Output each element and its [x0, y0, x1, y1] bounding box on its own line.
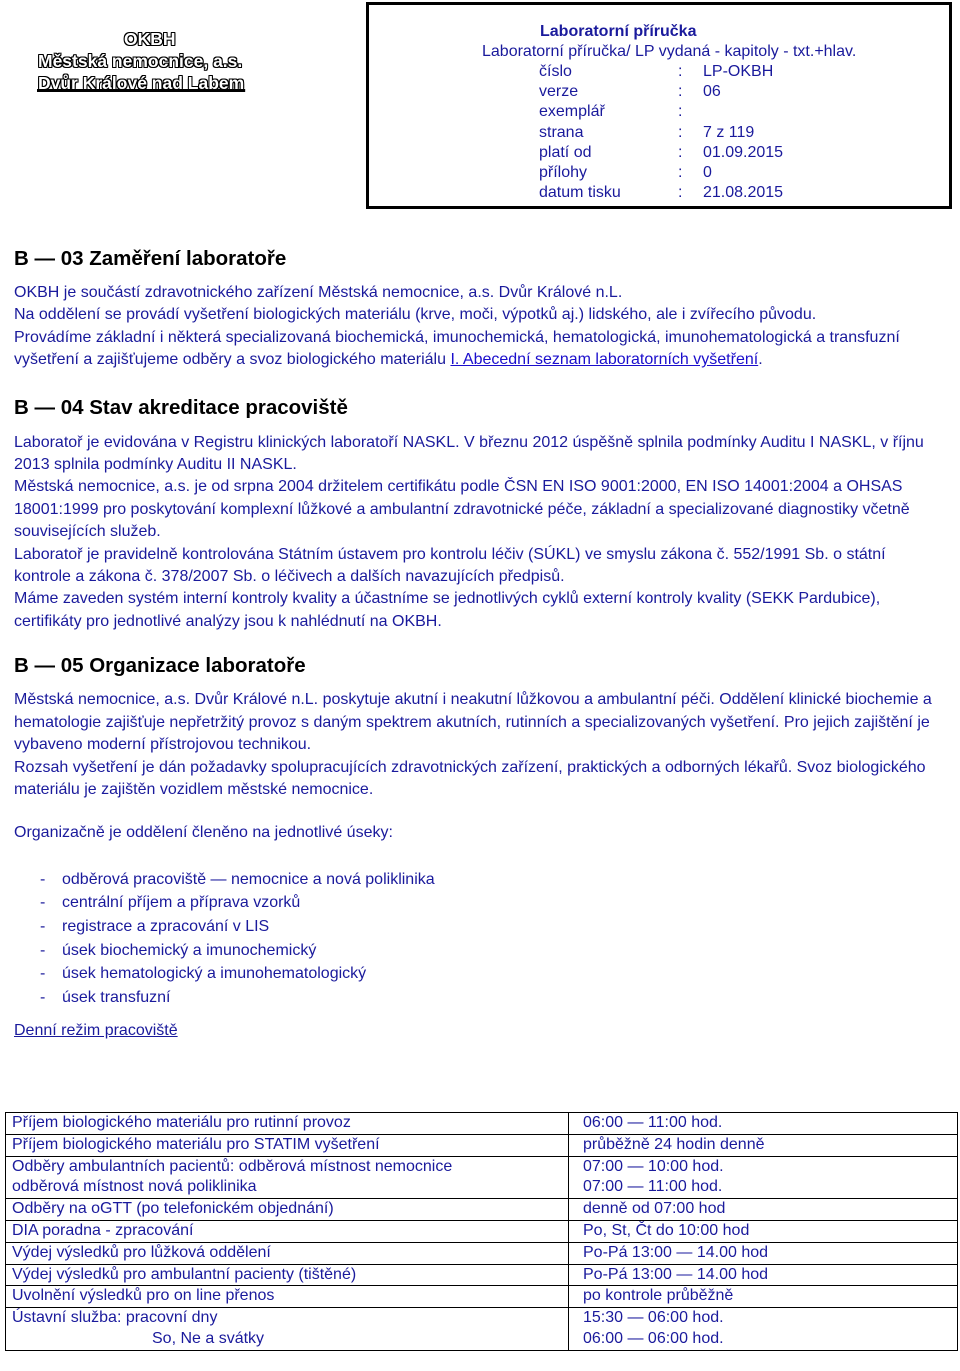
meta-value: 06: [703, 83, 721, 101]
header-title: Laboratorní příručka: [540, 23, 697, 40]
table-row: [6, 1113, 958, 1135]
list-item: [14, 939, 944, 963]
list-item: [14, 915, 944, 939]
meta-colon: :: [678, 63, 683, 80]
paragraph: Máme zaveden systém interní kontroly kvality a účastníme se jednotlivých cyklů externí kontroly kvality (SEKK Pardubice), certifikáty pro jednotlivé analýzy jsou k nahlédnutí na OKBH.: [14, 590, 881, 630]
lab-tests-list-link[interactable]: I. Abecední seznam laboratorních vyšetření: [450, 351, 759, 369]
table-cell: 06:00 — 11:00 hod.: [569, 1113, 958, 1135]
paragraph: Městská nemocnice, a.s. je od srpna 2004 držitelem certifikátu podle ČSN EN ISO 9001:2000, EN ISO 14001:2004 a OHSAS 18001:1999 pro poskytování komplexní lůžkové a ambulantní zdravotnické péče, základní a specializované diagnostiky včetně souvisejících služeb.: [14, 478, 910, 541]
table-row: [6, 1286, 958, 1308]
table-cell: po kontrole průběžně: [569, 1286, 958, 1308]
meta-value: 21.08.2015: [703, 184, 784, 202]
table-row: [6, 1199, 958, 1221]
list-dash: -: [40, 894, 46, 912]
list-item: [14, 986, 944, 1010]
meta-colon: :: [678, 103, 683, 121]
table-cell: Odběry na oGTT (po telefonickém objednání): [6, 1199, 569, 1221]
document-body: [14, 246, 944, 1043]
list-item: [14, 962, 944, 986]
list-item-text: úsek biochemický a imunochemický: [62, 941, 317, 959]
departments-list: [14, 868, 944, 1010]
header-row: [369, 143, 949, 163]
table-cell: Výdej výsledků pro lůžková oddělení: [6, 1242, 569, 1264]
meta-key: datum tisku: [539, 184, 621, 202]
table-cell: [6, 1156, 569, 1199]
header-row: [369, 82, 949, 102]
paragraph: Rozsah vyšetření je dán požadavky spolupracujících zdravotnických zařízení, praktických a odborných lékařů. Svoz biologického materiálu je zajištěn vozidlem městské nemocnice.: [14, 758, 926, 798]
list-dash: -: [40, 965, 46, 983]
meta-key: verze: [539, 83, 579, 101]
meta-colon: :: [678, 123, 683, 141]
list-item: [14, 891, 944, 915]
meta-key: číslo: [539, 63, 572, 80]
cell-line: 15:30 — 06:00 hod.: [583, 1309, 724, 1327]
paragraph: OKBH je součástí zdravotnického zařízení Městská nemocnice, a.s. Dvůr Králové n.L.: [14, 284, 623, 301]
table-cell: Výdej výsledků pro ambulantní pacienty (tištěné): [6, 1264, 569, 1286]
table-cell: Příjem biologického materiálu pro STATIM vyšetření: [6, 1134, 569, 1156]
list-dash: -: [40, 917, 46, 935]
table-row: [6, 1156, 958, 1199]
paragraph-end: .: [758, 351, 763, 369]
cell-line: So, Ne a svátky: [152, 1329, 265, 1347]
paragraph: Na oddělení se provádí vyšetření biologických materiálu (krve, moči, výpotků aj.) lidského, ale i zvířecího původu.: [14, 306, 817, 324]
list-item-text: registrace a zpracování v LIS: [62, 917, 270, 935]
header-row: [369, 183, 949, 203]
meta-colon: :: [678, 184, 683, 202]
table-cell: Uvolnění výsledků pro on line přenos: [6, 1286, 569, 1308]
table-cell: Příjem biologického materiálu pro rutinní provoz: [6, 1113, 569, 1135]
meta-value: 7 z 119: [703, 123, 755, 141]
list-dash: -: [40, 941, 46, 959]
header-row: [369, 163, 949, 183]
table-row: [6, 1220, 958, 1242]
list-item-text: centrální příjem a příprava vzorků: [62, 894, 301, 912]
document-header-box: [366, 2, 952, 209]
section-heading-b04: B — 04 Stav akreditace pracoviště: [14, 395, 348, 419]
meta-value: LP-OKBH: [703, 63, 774, 80]
header-subtitle: Laboratorní příručka/ LP vydaná - kapitoly - txt.+hlav.: [482, 43, 857, 60]
list-dash: -: [40, 988, 46, 1006]
meta-key: platí od: [539, 143, 592, 161]
list-item-text: odběrová pracoviště — nemocnice a nová poliklinika: [62, 870, 435, 888]
cell-line: 06:00 — 06:00 hod.: [583, 1329, 724, 1347]
hospital-logo: [38, 28, 338, 94]
table-cell: Po-Pá 13:00 — 14.00 hod: [569, 1264, 958, 1286]
paragraph: Organizačně je oddělení členěno na jednotlivé úseky:: [14, 824, 393, 842]
table-cell: DIA poradna - zpracování: [6, 1220, 569, 1242]
table-row: [6, 1264, 958, 1286]
meta-colon: :: [678, 83, 683, 101]
meta-key: přílohy: [539, 164, 588, 182]
cell-line: Ústavní služba: pracovní dny: [12, 1309, 218, 1327]
table-cell: [569, 1156, 958, 1199]
header-row: [369, 123, 949, 143]
cell-line: odběrová místnost nová poliklinika: [12, 1178, 257, 1196]
list-item-text: úsek transfuzní: [62, 988, 171, 1006]
header-row: [369, 102, 949, 122]
list-dash: -: [40, 870, 46, 888]
regime-title: Denní režim pracoviště: [14, 1022, 178, 1040]
header-meta: [369, 62, 949, 203]
paragraph: Laboratoř je evidována v Registru klinických laboratoří NASKL. V březnu 2012 úspěšně splnila podmínky Auditu I NASKL, v říjnu 2013 splnila podmínky Auditu II NASKL.: [14, 433, 924, 474]
logo-line-2: Městská nemocnice, a.s.: [38, 51, 243, 71]
table-cell: [569, 1308, 958, 1351]
paragraph-text: Provádíme základní i některá specializovaná biochemická, imunochemická, hematologická, imunohematologická a transfuzní vyšetření a zajišťujeme odběry a svoz biologického materiálu: [14, 328, 900, 369]
section-heading-b03: B — 03 Zaměření laboratoře: [14, 247, 287, 270]
table-cell: průběžně 24 hodin denně: [569, 1134, 958, 1156]
logo-line-1: OKBH: [124, 29, 176, 49]
meta-key: exemplář: [539, 103, 605, 121]
meta-key: strana: [539, 123, 584, 141]
cell-line: 07:00 — 11:00 hod.: [583, 1178, 723, 1196]
meta-colon: :: [678, 143, 683, 161]
daily-schedule-table: [5, 1112, 958, 1351]
table-cell: [6, 1308, 569, 1351]
header-row: [369, 62, 949, 82]
list-item: [14, 868, 944, 892]
cell-line: Odběry ambulantních pacientů: odběrová místnost nemocnice: [12, 1157, 453, 1175]
table-cell: denně od 07:00 hod: [569, 1199, 958, 1221]
table-row: [6, 1134, 958, 1156]
paragraph: [14, 327, 944, 372]
paragraph: Městská nemocnice, a.s. Dvůr Králové n.L. poskytuje akutní i neakutní lůžkovou a ambulantní péči. Oddělení klinické biochemie a hematologie zajišťuje nepřetržitý provoz s daným spektrem akutních, rutinních a specializovaných vyšetření. Pro jejich zajištění je vybaveno moderní přístrojovou technikou.: [14, 691, 932, 754]
meta-colon: :: [678, 164, 683, 182]
table-row: [6, 1308, 958, 1351]
paragraph: Laboratoř je pravidelně kontrolována Státním ústavem pro kontrolu léčiv (SÚKL) ve smyslu zákona č. 552/1991 Sb. o státní kontrole a zákona č. 378/2007 Sb. o léčivech a dalších navazujících předpisů.: [14, 545, 886, 586]
logo-line-3: Dvůr Králové nad Labem: [38, 73, 245, 93]
meta-value: 01.09.2015: [703, 143, 784, 161]
list-item-text: úsek hematologický a imunohematologický: [62, 965, 367, 983]
cell-line: 07:00 — 10:00 hod.: [583, 1157, 724, 1175]
section-heading-b05: B — 05 Organizace laboratoře: [14, 654, 306, 678]
table-cell: Po, St, Čt do 10:00 hod: [569, 1220, 958, 1242]
table-row: [6, 1242, 958, 1264]
meta-value: 0: [703, 164, 712, 182]
table-cell: Po-Pá 13:00 — 14.00 hod: [569, 1242, 958, 1264]
